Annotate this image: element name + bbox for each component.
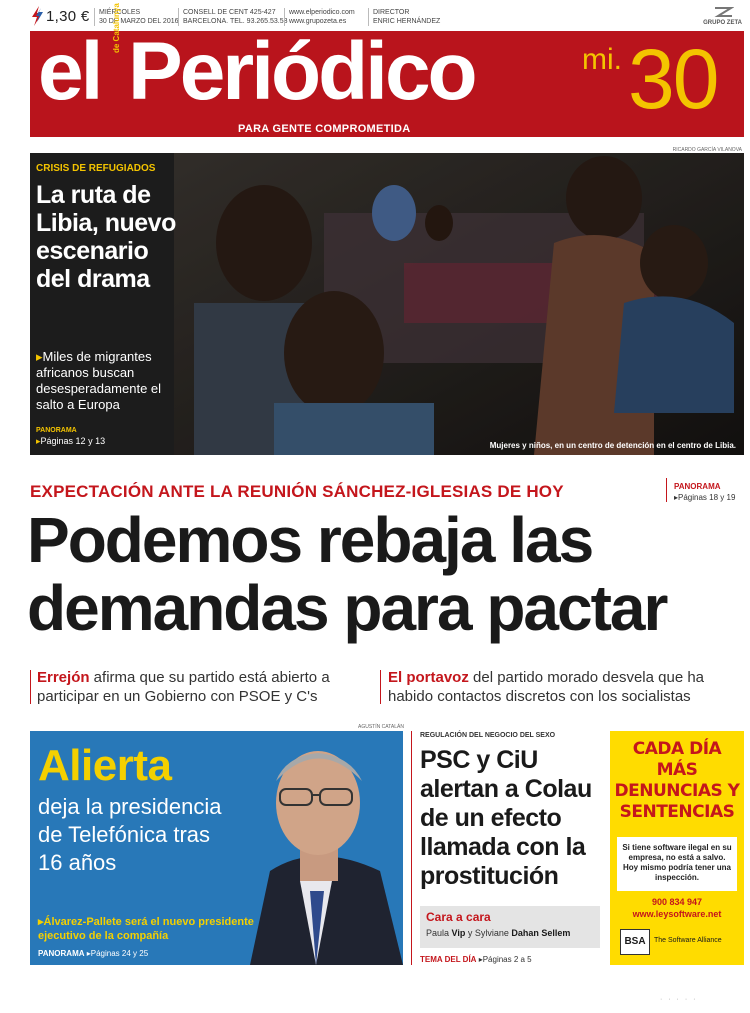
colau-ref: TEMA DEL DÍA ▸Páginas 2 a 5 (420, 955, 532, 964)
cara-names: Paula Vip y Sylviane Dahan Sellem (426, 928, 571, 938)
lead-kicker: CRISIS DE REFUGIADOS (36, 163, 156, 174)
zeta-logo-icon (712, 6, 734, 18)
photo-caption: Mujeres y niños, en un centro de detención en el centro de Libia. (489, 441, 736, 450)
main-headline[interactable]: Podemos rebaja las demandas para pactar (27, 504, 667, 644)
telefonica-subhead: deja la presidencia de Telefónica tras 16 años (38, 794, 222, 875)
lead-subhead: ▸Miles de migrantes africanos buscan desesperadamente el salto a Europa (36, 349, 162, 412)
bullet-triangle-icon: ▸ (86, 949, 91, 958)
deck-right: El portavoz del partido morado desvela que ha habido contactos discretos con los socialistas (388, 669, 705, 705)
director-label: DIRECTOR (373, 9, 410, 16)
cara-title: Cara a cara (426, 910, 491, 924)
date-full: 30 DE MARZO DEL 2016 (99, 18, 179, 25)
lead-story[interactable] (30, 153, 744, 455)
group-logo: GRUPO ZETA (703, 6, 742, 26)
telefonica-deck: ▸Álvarez-Pallete será el nuevo presidente ejecutivo de la compañía (38, 916, 254, 942)
lead-section: PANORAMA (36, 427, 77, 434)
colau-headline[interactable]: PSC y CiU alertan a Colau de un efecto llamada con la prostitución (420, 746, 592, 890)
day-name: mi. (582, 43, 622, 76)
bullet-triangle-icon: ▸ (674, 493, 679, 502)
telefonica-headline[interactable]: Alierta (38, 741, 172, 790)
deck-left: Errejón afirma que su partido está abierto a participar en un Gobierno con PSOE y C's (37, 669, 330, 705)
photo-credit: RICARDO GARCÍA VILANOVA (672, 147, 742, 153)
divider (380, 670, 381, 704)
web-link[interactable]: www.elperiodico.com (289, 9, 355, 16)
refugees-photo (174, 153, 744, 455)
divider (411, 731, 412, 965)
bsa-advertisement[interactable] (610, 731, 744, 965)
ad-phone: 900 834 947 (651, 897, 703, 907)
date-block (94, 8, 179, 26)
web-block (284, 8, 355, 26)
divider (666, 478, 667, 502)
logo-periodico: Periódico (128, 26, 475, 117)
lead-text-panel (30, 153, 174, 455)
price: 1,30 € (46, 8, 90, 25)
logo-el: el (38, 26, 101, 117)
director-block (368, 8, 440, 26)
bullet-triangle-icon: ▸ (36, 436, 41, 446)
logo-catalunya: de Catalunya (112, 3, 121, 53)
ad-website[interactable]: www.leysoftware.net (632, 909, 722, 919)
director-name: ENRIC HERNÁNDEZ (373, 18, 441, 25)
flash-icon (30, 6, 44, 26)
colau-kicker: REGULACIÓN DEL NEGOCIO DEL SEXO (420, 732, 556, 739)
tagline: PARA GENTE COMPROMETIDA (238, 123, 411, 135)
day-number: 30 (628, 32, 718, 126)
bullet-triangle-icon: ▸ (38, 916, 44, 928)
lead-pages: ▸Páginas 12 y 13 (36, 436, 106, 446)
ad-headline: CADA DÍA MÁS DENUNCIAS Y SENTENCIAS (614, 739, 740, 822)
bullet-triangle-icon: ▸ (478, 955, 483, 964)
ad-alliance: The Software Alliance (654, 937, 722, 944)
address-line: CONSELL DE CENT 425-427 (183, 9, 276, 16)
web-link[interactable]: www.grupozeta.es (289, 18, 347, 25)
divider (30, 670, 31, 704)
telefonica-ref: PANORAMA ▸Páginas 24 y 25 (38, 949, 149, 958)
politics-section: PANORAMA (674, 482, 721, 491)
date-day: MIÉRCOLES (99, 9, 141, 16)
lead-headline[interactable]: La ruta de Libia, nuevo escenario del drama (36, 181, 176, 293)
politics-kicker: EXPECTACIÓN ANTE LA REUNIÓN SÁNCHEZ-IGLESIAS DE HOY (30, 482, 564, 501)
address-block (178, 8, 288, 26)
ad-body: Si tiene software ilegal en su empresa, no está a salvo. Hoy mismo podría tener una inspección. (617, 837, 737, 891)
photo-credit: AGUSTÍN CATALÁN (358, 724, 404, 730)
telefonica-story[interactable] (30, 731, 403, 965)
cara-a-cara-box[interactable] (420, 906, 600, 948)
politics-pages: ▸Páginas 18 y 19 (674, 493, 736, 502)
bsa-logo: BSA (620, 929, 650, 955)
address-line: BARCELONA. TEL. 93.265.53.53 (183, 18, 288, 25)
bullet-triangle-icon: ▸ (36, 349, 43, 364)
barcode-digits: · · · · · (660, 996, 698, 1003)
